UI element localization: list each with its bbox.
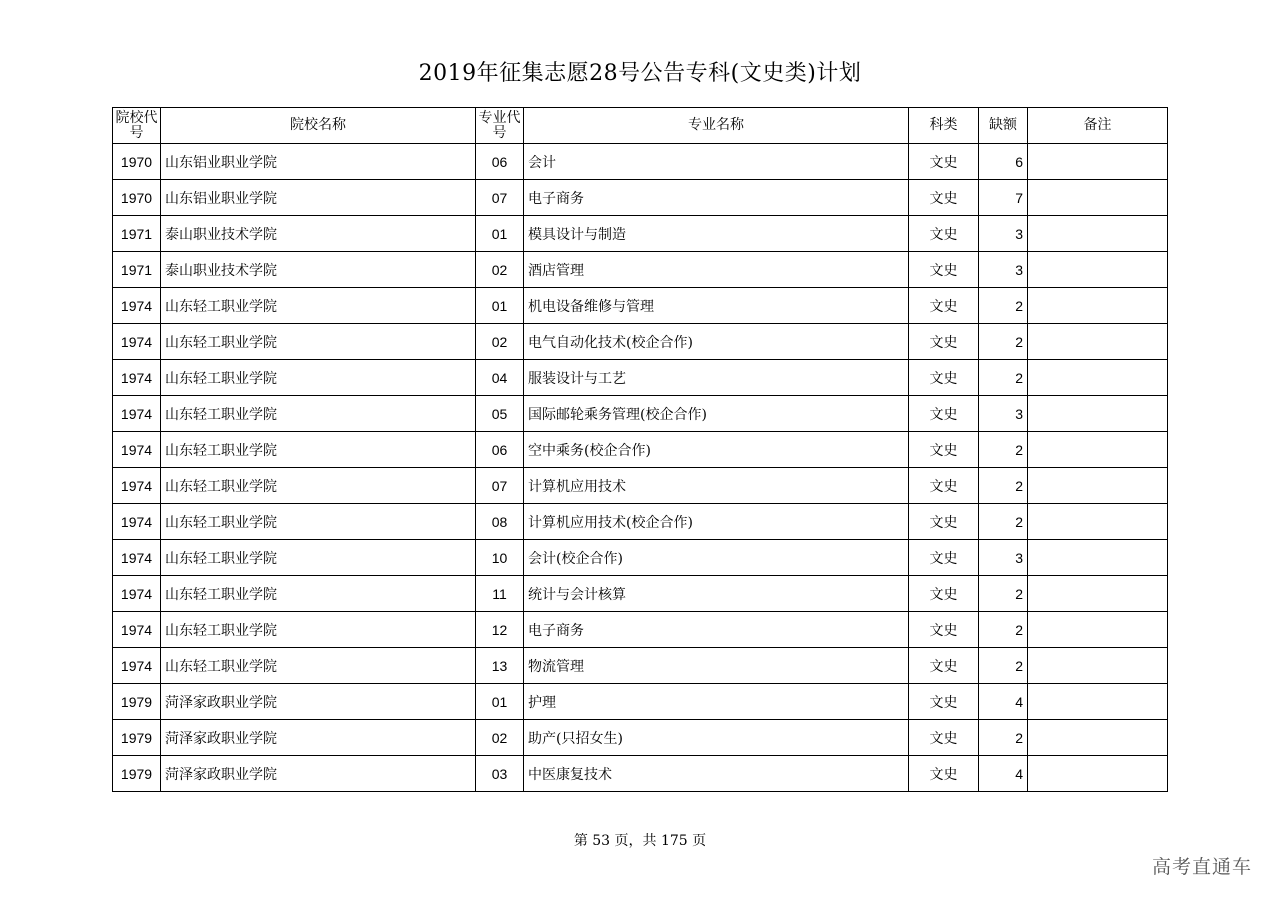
cell-school-name: 山东轻工职业学院 [161,324,476,360]
cell-school-code: 1974 [113,468,161,504]
cell-note [1028,288,1168,324]
cell-category: 文史 [909,432,979,468]
cell-school-code: 1979 [113,684,161,720]
cell-quota: 7 [979,180,1028,216]
cell-school-name: 山东轻工职业学院 [161,288,476,324]
cell-school-code: 1974 [113,324,161,360]
cell-major-name: 电子商务 [524,612,909,648]
cell-note [1028,360,1168,396]
cell-quota: 3 [979,540,1028,576]
table-row [113,648,1168,684]
cell-major-code: 03 [476,756,524,792]
cell-school-name: 泰山职业技术学院 [161,252,476,288]
cell-school-code: 1974 [113,504,161,540]
cell-school-name: 山东轻工职业学院 [161,432,476,468]
table-row [113,684,1168,720]
cell-major-name: 酒店管理 [524,252,909,288]
cell-category: 文史 [909,540,979,576]
cell-school-name: 山东轻工职业学院 [161,468,476,504]
cell-note [1028,540,1168,576]
cell-note [1028,576,1168,612]
cell-school-name: 山东轻工职业学院 [161,576,476,612]
cell-quota: 3 [979,396,1028,432]
cell-category: 文史 [909,216,979,252]
header-quota: 缺额 [979,108,1028,144]
cell-note [1028,648,1168,684]
cell-school-name: 山东轻工职业学院 [161,540,476,576]
cell-major-code: 02 [476,720,524,756]
cell-category: 文史 [909,720,979,756]
cell-major-code: 08 [476,504,524,540]
page-footer: 第 53 页，共 175 页 [573,833,707,849]
table-row [113,576,1168,612]
table-row [113,360,1168,396]
cell-school-code: 1974 [113,396,161,432]
cell-major-code: 07 [476,468,524,504]
cell-major-code: 10 [476,540,524,576]
table-row [113,324,1168,360]
cell-quota: 6 [979,144,1028,180]
cell-major-name: 会计 [524,144,909,180]
header-major-name: 专业名称 [524,108,909,144]
table-row [113,468,1168,504]
cell-major-name: 国际邮轮乘务管理(校企合作) [524,396,909,432]
table-body [113,144,1168,792]
cell-major-code: 13 [476,648,524,684]
cell-quota: 2 [979,360,1028,396]
cell-major-code: 01 [476,288,524,324]
cell-school-name: 山东铝业职业学院 [161,144,476,180]
table-row [113,504,1168,540]
cell-major-name: 空中乘务(校企合作) [524,432,909,468]
cell-major-name: 护理 [524,684,909,720]
cell-school-name: 山东轻工职业学院 [161,612,476,648]
table-row [113,756,1168,792]
cell-major-code: 06 [476,144,524,180]
cell-quota: 4 [979,684,1028,720]
cell-school-code: 1971 [113,252,161,288]
cell-school-code: 1970 [113,180,161,216]
cell-category: 文史 [909,576,979,612]
cell-major-code: 07 [476,180,524,216]
cell-quota: 3 [979,252,1028,288]
cell-major-name: 计算机应用技术(校企合作) [524,504,909,540]
table-row [113,720,1168,756]
table-header-row [113,108,1168,144]
cell-school-name: 山东轻工职业学院 [161,648,476,684]
cell-category: 文史 [909,144,979,180]
cell-note [1028,144,1168,180]
cell-major-name: 电子商务 [524,180,909,216]
cell-school-code: 1974 [113,432,161,468]
table-row [113,252,1168,288]
cell-school-name: 菏泽家政职业学院 [161,720,476,756]
cell-category: 文史 [909,504,979,540]
header-school-code: 院校代号 [113,108,161,144]
watermark: 高考直通车 [1151,856,1252,878]
cell-note [1028,216,1168,252]
cell-note [1028,468,1168,504]
cell-note [1028,432,1168,468]
cell-school-code: 1974 [113,360,161,396]
cell-quota: 2 [979,288,1028,324]
cell-major-name: 模具设计与制造 [524,216,909,252]
cell-category: 文史 [909,180,979,216]
enrollment-plan-table [112,107,1168,792]
table-row [113,540,1168,576]
cell-note [1028,684,1168,720]
cell-major-code: 11 [476,576,524,612]
cell-major-name: 服装设计与工艺 [524,360,909,396]
cell-note [1028,612,1168,648]
cell-school-code: 1979 [113,756,161,792]
cell-major-code: 02 [476,252,524,288]
header-note: 备注 [1028,108,1168,144]
cell-major-name: 中医康复技术 [524,756,909,792]
cell-note [1028,756,1168,792]
cell-major-name: 物流管理 [524,648,909,684]
cell-school-name: 山东轻工职业学院 [161,504,476,540]
table-row [113,396,1168,432]
cell-school-code: 1971 [113,216,161,252]
cell-category: 文史 [909,288,979,324]
cell-major-code: 04 [476,360,524,396]
header-major-code: 专业代号 [476,108,524,144]
cell-major-code: 01 [476,684,524,720]
cell-quota: 2 [979,324,1028,360]
table-row [113,432,1168,468]
cell-major-code: 01 [476,216,524,252]
cell-note [1028,324,1168,360]
cell-quota: 2 [979,504,1028,540]
cell-major-name: 电气自动化技术(校企合作) [524,324,909,360]
cell-school-name: 山东轻工职业学院 [161,396,476,432]
cell-major-name: 会计(校企合作) [524,540,909,576]
cell-quota: 3 [979,216,1028,252]
cell-category: 文史 [909,360,979,396]
table-row [113,180,1168,216]
cell-school-code: 1974 [113,288,161,324]
cell-note [1028,252,1168,288]
cell-school-name: 山东轻工职业学院 [161,360,476,396]
cell-note [1028,396,1168,432]
page-title: 2019年征集志愿28号公告专科(文史类)计划 [418,61,862,86]
cell-note [1028,180,1168,216]
cell-school-code: 1974 [113,540,161,576]
cell-major-code: 12 [476,612,524,648]
cell-category: 文史 [909,684,979,720]
cell-major-code: 06 [476,432,524,468]
cell-category: 文史 [909,468,979,504]
cell-major-name: 计算机应用技术 [524,468,909,504]
cell-quota: 2 [979,720,1028,756]
cell-category: 文史 [909,396,979,432]
header-category: 科类 [909,108,979,144]
cell-quota: 2 [979,612,1028,648]
cell-school-code: 1970 [113,144,161,180]
cell-school-code: 1974 [113,576,161,612]
cell-major-name: 统计与会计核算 [524,576,909,612]
cell-school-code: 1979 [113,720,161,756]
header-school-name: 院校名称 [161,108,476,144]
table-row [113,216,1168,252]
cell-major-name: 助产(只招女生) [524,720,909,756]
cell-note [1028,504,1168,540]
cell-category: 文史 [909,648,979,684]
table-row [113,144,1168,180]
table-row [113,612,1168,648]
cell-school-code: 1974 [113,612,161,648]
cell-quota: 2 [979,468,1028,504]
cell-major-code: 02 [476,324,524,360]
cell-school-name: 泰山职业技术学院 [161,216,476,252]
cell-school-code: 1974 [113,648,161,684]
cell-category: 文史 [909,324,979,360]
cell-school-name: 菏泽家政职业学院 [161,756,476,792]
cell-category: 文史 [909,252,979,288]
cell-school-name: 菏泽家政职业学院 [161,684,476,720]
cell-quota: 4 [979,756,1028,792]
cell-major-name: 机电设备维修与管理 [524,288,909,324]
cell-category: 文史 [909,756,979,792]
cell-quota: 2 [979,576,1028,612]
cell-school-name: 山东铝业职业学院 [161,180,476,216]
cell-quota: 2 [979,432,1028,468]
cell-note [1028,720,1168,756]
table-row [113,288,1168,324]
cell-major-code: 05 [476,396,524,432]
cell-category: 文史 [909,612,979,648]
cell-quota: 2 [979,648,1028,684]
